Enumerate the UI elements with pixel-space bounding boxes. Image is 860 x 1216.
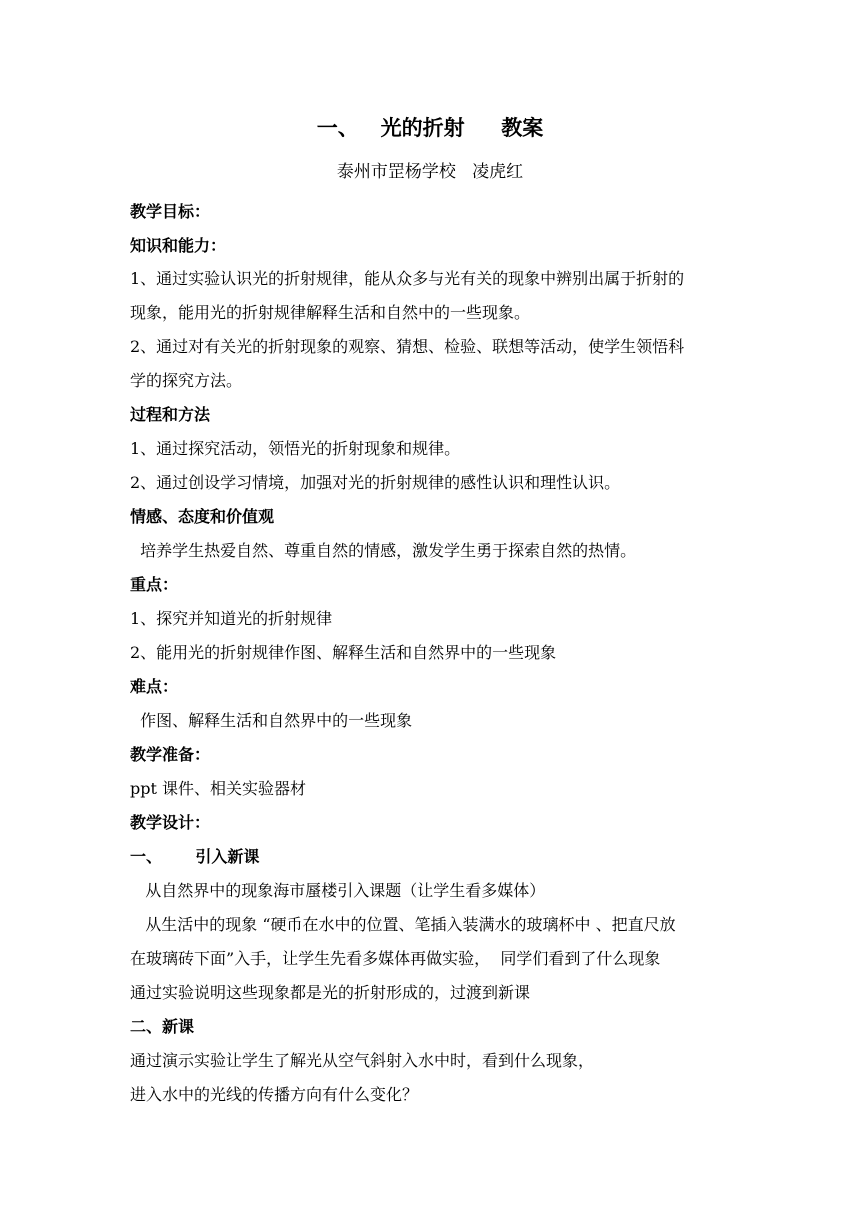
paragraph-line: 通过实验说明这些现象都是光的折射形成的，过渡到新课 — [130, 983, 531, 1002]
paragraph-line: 从自然界中的现象海市蜃楼引入课题（让学生看多媒体） — [130, 881, 546, 900]
paragraph-line: 学的探究方法。 — [130, 371, 243, 390]
paragraph-line: ppt 课件、相关实验器材 — [130, 779, 307, 798]
subheading-knowledge-ability: 知识和能力： — [130, 236, 227, 255]
paragraph-line: 1、通过实验认识光的折射规律，能从众多与光有关的现象中辨别出属于折射的 — [130, 269, 685, 288]
paragraph-line: 在玻璃砖下面”入手，让学生先看多媒体再做实验， 同学们看到了什么现象 — [130, 949, 661, 968]
section-heading-preparation: 教学准备： — [130, 745, 211, 764]
section-heading-difficulties: 难点： — [130, 677, 179, 696]
page-title: 一、 光的折射 教案 — [316, 116, 544, 140]
subheading-attitude-values: 情感、态度和价值观 — [130, 507, 275, 526]
author-line: 泰州市罡杨学校 凌虎红 — [336, 162, 524, 182]
subheading-new-lesson: 二、新课 — [130, 1017, 195, 1036]
paragraph-line: 通过演示实验让学生了解光从空气斜射入水中时，看到什么现象， — [130, 1051, 595, 1070]
paragraph-line: 从生活中的现象 “硬币在水中的位置、笔插入装满水的玻璃杯中 、把直尺放 — [130, 915, 676, 934]
subheading-process-method: 过程和方法 — [130, 405, 211, 424]
paragraph-line: 1、通过探究活动，领悟光的折射现象和规律。 — [130, 439, 461, 458]
section-heading-key-points: 重点： — [130, 575, 179, 594]
paragraph-line: 2、能用光的折射规律作图、解释生活和自然界中的一些现象 — [130, 643, 557, 662]
paragraph-line: 现象，能用光的折射规律解释生活和自然中的一些现象。 — [130, 303, 531, 322]
paragraph-line: 1、探究并知道光的折射规律 — [130, 609, 333, 628]
paragraph-line: 培养学生热爱自然、尊重自然的情感，激发学生勇于探索自然的热情。 — [130, 541, 637, 560]
paragraph-line: 2、通过对有关光的折射现象的观察、猜想、检验、联想等活动，使学生领悟科 — [130, 337, 685, 356]
subheading-introduction: 一、 引入新课 — [130, 847, 260, 866]
paragraph-line: 作图、解释生活和自然界中的一些现象 — [130, 711, 413, 730]
paragraph-line: 进入水中的光线的传播方向有什么变化？ — [130, 1085, 419, 1104]
section-heading-design: 教学设计： — [130, 813, 211, 832]
paragraph-line: 2、通过创设学习情境，加强对光的折射规律的感性认识和理性认识。 — [130, 473, 621, 492]
section-heading-teaching-goals: 教学目标： — [130, 202, 211, 221]
